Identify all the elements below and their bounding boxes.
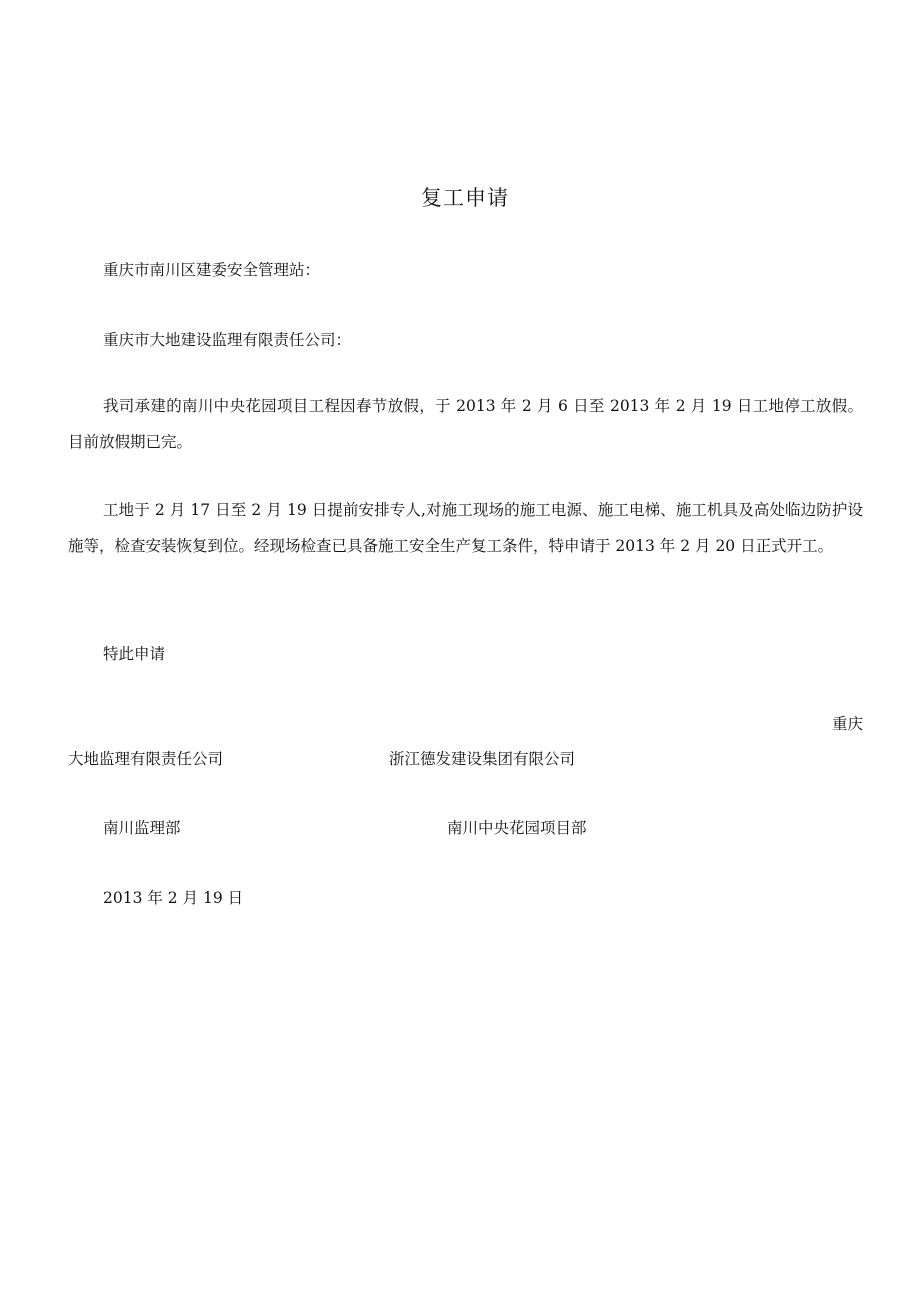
signature-org-2: 浙江德发建设集团有限公司 <box>389 750 576 768</box>
recipient-line-1: 重庆市南川区建委安全管理站： <box>103 261 321 279</box>
signature-dept-2: 南川中央花园项目部 <box>447 819 587 837</box>
signature-dept-1: 南川监理部 <box>103 819 181 837</box>
recipient-line-2: 重庆市大地建设监理有限责任公司： <box>103 331 352 349</box>
signature-org-1: 大地监理有限责任公司 <box>68 750 224 768</box>
body-paragraph-1: 我司承建的南川中央花园项目工程因春节放假，于 2013 年 2 月 6 日至 2013 年 2 月 19 日工地停工放假。目前放假期已完。 <box>68 397 863 451</box>
document-title: 复工申请 <box>421 186 509 210</box>
signature-org-1-prefix: 重庆 <box>831 715 863 733</box>
signature-date: 2013 年 2 月 19 日 <box>103 889 244 907</box>
closing-text: 特此申请 <box>103 645 166 663</box>
body-paragraph-2: 工地于 2 月 17 日至 2 月 19 日提前安排专人,对施工现场的施工电源、施工电梯、施工机具及高处临边防护设施等，检查安装恢复到位。经现场检查已具备施工安全生产复工条件，特申请于 2013 年 2 月 20 日正式开工。 <box>68 501 863 555</box>
